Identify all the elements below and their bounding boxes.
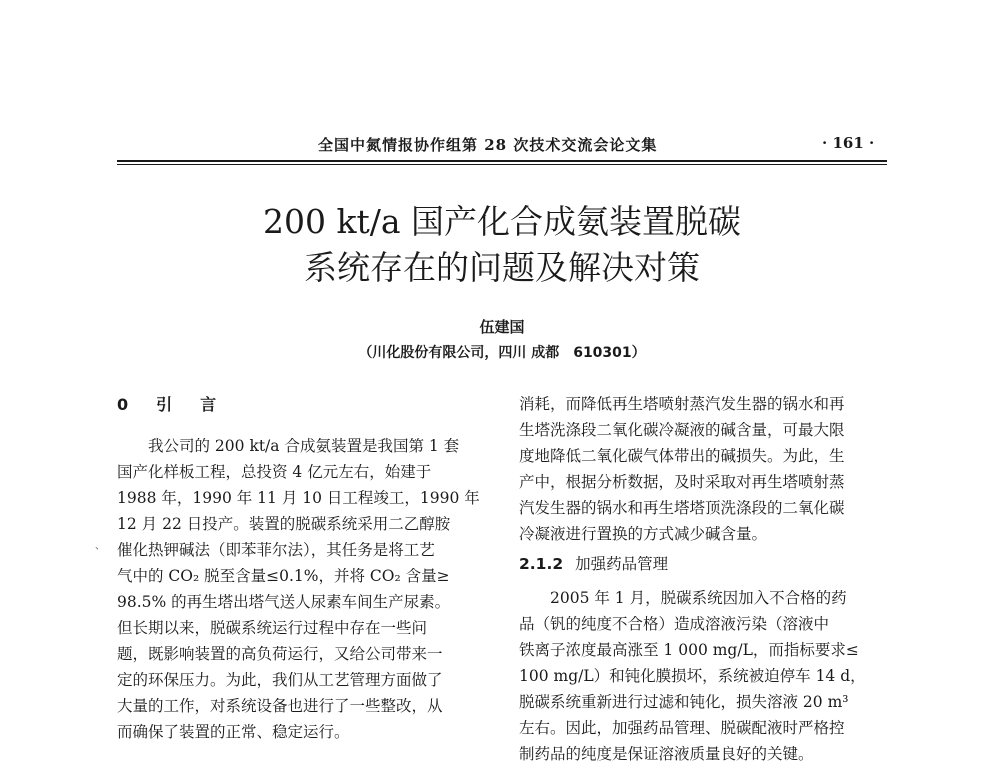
body-line: 国产化样板工程，总投资 4 亿元左右，始建于 — [117, 463, 432, 481]
body-line: 而确保了装置的正常、稳定运行。 — [117, 723, 350, 741]
body-line: 冷凝液进行置换的方式减少碱含量。 — [519, 525, 768, 543]
body-line: 100 mg/L）和钝化膜损坏，系统被迫停车 14 d， — [519, 667, 866, 685]
article-title-line-1: 200 kt/a 国产化合成氨装置脱碳 — [262, 202, 742, 241]
body-line: 铁离子浓度最高涨至 1 000 mg/L，而指标要求≤ — [519, 641, 859, 659]
body-line: 消耗，而降低再生塔喷射蒸汽发生器的锅水和再 — [519, 395, 845, 413]
body-line: 定的环保压力。为此，我们从工艺管理方面做了 — [117, 671, 443, 689]
running-header — [0, 128, 1000, 158]
body-line: 我公司的 200 kt/a 合成氨装置是我国第 1 套 — [117, 437, 460, 455]
body-line: 但长期以来，脱碳系统运行过程中存在一些问 — [117, 619, 428, 637]
header-rule-thin — [117, 164, 887, 165]
body-line: 12 月 22 日投产。装置的脱碳系统采用二乙醇胺 — [117, 515, 451, 533]
subsection-number: 2.1.2 — [519, 555, 564, 573]
section-heading-introduction: 0 引 言 — [117, 395, 223, 414]
body-line: 题，既影响装置的高负荷运行，又给公司带来一 — [117, 645, 443, 663]
body-line: 品（钒的纯度不合格）造成溶液污染（溶液中 — [519, 615, 830, 633]
body-line: 催化热钾碱法（即苯菲尔法），其任务是将工艺 — [117, 541, 435, 559]
body-line: 左右。因此，加强药品管理、脱碳配液时严格控 — [519, 719, 845, 737]
journal-title: 全国中氮情报协作组第 28 次技术交流会论文集 — [318, 136, 658, 154]
page-number: · 161 · — [822, 134, 875, 152]
body-line: 1988 年，1990 年 11 月 10 日工程竣工，1990 年 — [117, 489, 480, 507]
subsection-heading — [519, 554, 668, 574]
article-title-line-2: 系统存在的问题及解决对策 — [304, 248, 700, 287]
body-line: 98.5% 的再生塔出塔气送人尿素车间生产尿素。 — [117, 593, 451, 611]
author-name: 伍建国 — [479, 318, 525, 336]
body-line: 大量的工作，对系统设备也进行了一些整改，从 — [117, 697, 443, 715]
subsection-title: 加强药品管理 — [575, 555, 669, 573]
body-line: 脱碳系统重新进行过滤和钝化，损失溶液 20 m³ — [519, 693, 849, 711]
header-rule — [117, 160, 887, 162]
body-line: 制药品的纯度是保证溶液质量良好的关键。 — [519, 745, 814, 763]
margin-mark: 、 — [95, 541, 105, 552]
body-line: 气中的 CO₂ 脱至含量≤0.1%，并将 CO₂ 含量≥ — [117, 567, 450, 585]
body-line: 度地降低二氧化碳气体带出的碱损失。为此，生 — [519, 447, 845, 465]
author-affiliation: （川化股份有限公司，四川 成都 610301） — [358, 345, 646, 361]
body-line: 产中，根据分析数据，及时采取对再生塔喷射蒸 — [519, 473, 845, 491]
body-line: 汽发生器的锅水和再生塔塔顶洗涤段的二氧化碳 — [519, 499, 845, 517]
body-line: 生塔洗涤段二氧化碳冷凝液的碱含量，可最大限 — [519, 421, 845, 439]
body-line: 2005 年 1 月，脱碳系统因加入不合格的药 — [519, 589, 847, 607]
